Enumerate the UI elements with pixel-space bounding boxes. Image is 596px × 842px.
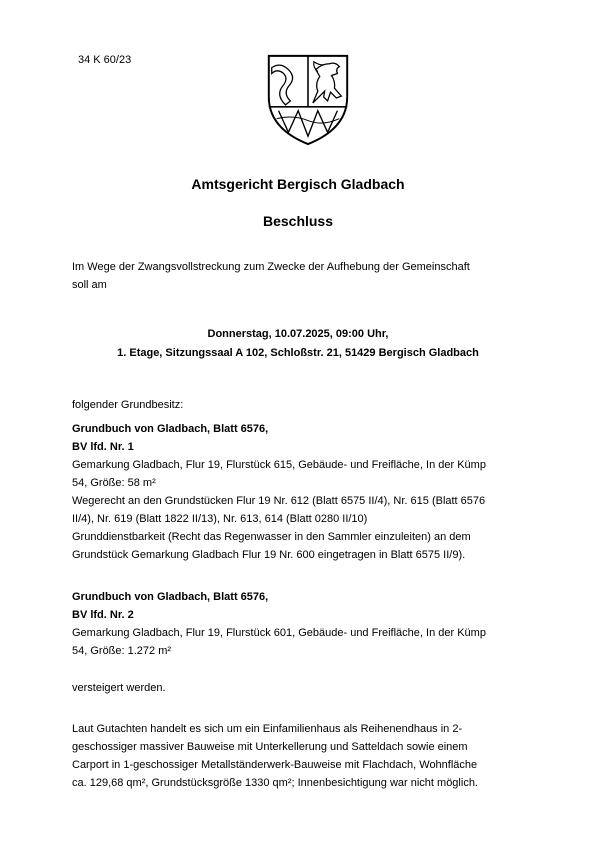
- parcel-register: Grundbuch von Gladbach, Blatt 6576,: [72, 423, 269, 435]
- parcel-register: Grundbuch von Gladbach, Blatt 6576,: [72, 591, 269, 603]
- parcel-2: [72, 588, 532, 660]
- parcel-line: 54, Größe: 1.272 m²: [72, 645, 172, 657]
- property-intro: folgender Grundbesitz:: [72, 399, 184, 411]
- parcel-line: Grundstück Gemarkung Gladbach Flur 19 Nr. 600 eingetragen in Blatt 6575 II/9).: [72, 549, 466, 561]
- appraisal-line: ca. 129,68 qm², Grundstücksgröße 1330 qm²; Innenbesichtigung war nicht möglich.: [72, 777, 478, 789]
- appraisal-paragraph: [72, 720, 532, 792]
- parcel-1: [72, 420, 532, 564]
- document-title: Beschluss: [262, 213, 334, 229]
- parcel-line: Grunddienstbarkeit (Recht das Regenwasser in den Sammler einzuleiten) an dem: [72, 531, 471, 543]
- hearing-date: Donnerstag, 10.07.2025, 09:00 Uhr,: [207, 328, 389, 340]
- coat-of-arms-icon: [259, 50, 357, 148]
- parcel-line: Wegerecht an den Grundstücken Flur 19 Nr. 612 (Blatt 6575 II/4), Nr. 615 (Blatt 6576: [72, 495, 486, 507]
- hearing-location: 1. Etage, Sitzungssaal A 102, Schloßstr. 21, 51429 Bergisch Gladbach: [117, 347, 479, 359]
- appraisal-line: Laut Gutachten handelt es sich um ein Einfamilienhaus als Reihenendhaus in 2-: [72, 723, 463, 735]
- appraisal-line: Carport in 1-geschossiger Metallständerwerk-Bauweise mit Flachdach, Wohnfläche: [72, 759, 478, 771]
- hearing-details: [0, 325, 596, 363]
- case-reference: 34 K 60/23: [78, 54, 132, 66]
- intro-paragraph: [72, 258, 532, 294]
- parcel-item: BV lfd. Nr. 2: [72, 609, 134, 621]
- court-name: Amtsgericht Bergisch Gladbach: [191, 176, 405, 192]
- parcel-line: 54, Größe: 58 m²: [72, 477, 156, 489]
- intro-line: soll am: [72, 279, 107, 291]
- intro-line: Im Wege der Zwangsvollstreckung zum Zwecke der Aufhebung der Gemeinschaft: [72, 261, 470, 273]
- parcel-line: Gemarkung Gladbach, Flur 19, Flurstück 601, Gebäude- und Freifläche, In der Kümp: [72, 627, 486, 639]
- parcel-line: II/4), Nr. 619 (Blatt 1822 II/13), Nr. 613, 614 (Blatt 0280 II/10): [72, 513, 368, 525]
- appraisal-line: geschossiger massiver Bauweise mit Unterkellerung und Satteldach sowie einem: [72, 741, 468, 753]
- auction-statement: versteigert werden.: [72, 682, 166, 694]
- parcel-item: BV lfd. Nr. 1: [72, 441, 134, 453]
- parcel-line: Gemarkung Gladbach, Flur 19, Flurstück 615, Gebäude- und Freifläche, In der Kümp: [72, 459, 486, 471]
